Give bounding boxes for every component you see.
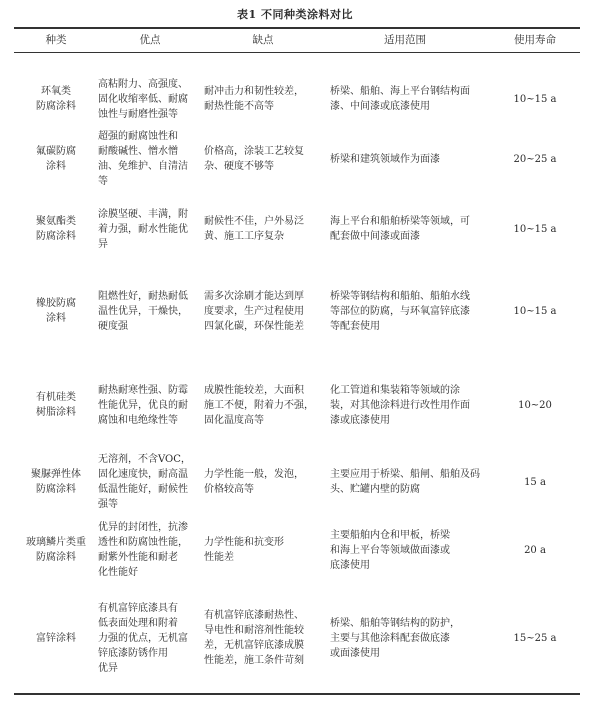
cell-type-5 xyxy=(14,365,98,445)
cell-type-7 xyxy=(14,517,98,583)
cell-text: 10~15 a xyxy=(513,223,557,235)
cell-text: 化工管道和集装箱等领域的涂 装，对其他涂料进行改性用作面 漆或底漆使用 xyxy=(330,384,470,426)
cell-life-5 xyxy=(490,365,580,445)
header-rule xyxy=(14,52,580,53)
cell-text: 桥梁等钢结构和船舶、船舶水线 等部位的防腐，与环氧富锌底漆 等配套使用 xyxy=(330,290,470,332)
cell-life-8 xyxy=(490,590,580,686)
cell-advantages-5 xyxy=(98,365,202,445)
cell-text: 富锌涂料 xyxy=(36,632,76,644)
cell-text: 有机富锌底漆具有 低表面处理和附着 力强的优点，无机富 锌底漆防锈作用 优异 xyxy=(98,602,188,674)
cell-text: 价格高，涂装工艺较复 杂、硬度不够等 xyxy=(204,146,304,172)
cell-text: 10~20 xyxy=(518,399,552,411)
cell-disadvantages-5 xyxy=(204,365,322,445)
cell-scope-3 xyxy=(330,198,480,260)
cell-type-3 xyxy=(14,198,98,260)
cell-text: 超强的耐腐蚀性和 耐酸碱性、憎水憎 油、免维护、自清洁 等 xyxy=(98,131,188,187)
cell-text: 环氧类 防腐涂料 xyxy=(36,86,76,112)
cell-text: 15 a xyxy=(524,476,546,488)
cell-text: 海上平台和船舶桥梁等领域，可 配套做中间漆或面漆 xyxy=(330,216,470,242)
cell-text: 主要应用于桥梁、船闸、船舶及码 头、贮罐内壁的防腐 xyxy=(330,469,480,495)
cell-disadvantages-4 xyxy=(204,270,322,352)
cell-text: 20~25 a xyxy=(513,153,557,165)
cell-life-6 xyxy=(490,447,580,517)
cell-disadvantages-2 xyxy=(204,120,322,198)
cell-advantages-3 xyxy=(98,198,202,260)
cell-disadvantages-7 xyxy=(204,517,322,583)
cell-text: 有机富锌底漆耐热性、 导电性和耐溶剂性能较 差，无机富锌底漆成膜 性能差，施工条件苛刻 xyxy=(204,610,304,666)
cell-scope-6 xyxy=(330,447,480,517)
cell-text: 涂膜坚硬、丰满，附 着力强，耐水性能优 异 xyxy=(98,208,188,250)
cell-text: 力学性能和抗变形 性能差 xyxy=(204,537,284,563)
cell-text: 氟碳防腐 涂料 xyxy=(36,146,76,172)
cell-scope-5 xyxy=(330,365,480,445)
cell-life-4 xyxy=(490,270,580,352)
cell-life-7 xyxy=(490,517,580,583)
bottom-rule xyxy=(14,693,580,695)
cell-advantages-4 xyxy=(98,270,202,352)
cell-scope-2 xyxy=(330,120,480,198)
cell-text: 聚脲弹性体 防腐涂料 xyxy=(31,469,81,495)
cell-text: 阻燃性好，耐热耐低 温性优异，干燥快， 硬度强 xyxy=(98,290,188,332)
cell-scope-4 xyxy=(330,270,480,352)
cell-advantages-6 xyxy=(98,447,202,517)
cell-text: 主要船舶内仓和甲板，桥梁 和海上平台等领域做面漆或 底漆使用 xyxy=(330,529,450,571)
table-title: 表1 不同种类涂料对比 xyxy=(237,8,353,21)
cell-text: 力学性能一般，发泡， 价格较高等 xyxy=(204,469,304,495)
cell-type-2 xyxy=(14,120,98,198)
cell-text: 20 a xyxy=(524,544,546,556)
header-type: 种类 xyxy=(45,34,67,46)
cell-text: 桥梁和建筑领域作为面漆 xyxy=(330,153,440,165)
cell-text: 无溶剂，不含VOC， 固化速度快，耐高温 低温性能好，耐候性 强等 xyxy=(98,454,191,510)
cell-scope-8 xyxy=(330,590,480,686)
cell-disadvantages-3 xyxy=(204,198,322,260)
top-rule xyxy=(14,27,580,29)
cell-text: 耐候性不佳，户外易泛 黄、施工工序复杂 xyxy=(204,216,304,242)
cell-disadvantages-8 xyxy=(204,590,322,686)
cell-type-6 xyxy=(14,447,98,517)
cell-text: 10~15 a xyxy=(513,305,557,317)
header-scope: 适用范围 xyxy=(384,34,426,46)
cell-advantages-7 xyxy=(98,517,202,583)
cell-text: 需多次涂刷才能达到厚 度要求，生产过程使用 四氯化碳，环保性能差 xyxy=(204,290,304,332)
cell-text: 聚氨酯类 防腐涂料 xyxy=(36,216,76,242)
cell-advantages-8 xyxy=(98,590,202,686)
header-life: 使用寿命 xyxy=(514,34,556,46)
cell-text: 桥梁、船舶、海上平台钢结构面 漆、中间漆或底漆使用 xyxy=(330,86,470,112)
cell-life-3 xyxy=(490,198,580,260)
header-advantages: 优点 xyxy=(139,34,161,46)
cell-life-2 xyxy=(490,120,580,198)
cell-text: 玻璃鳞片类重 防腐涂料 xyxy=(26,537,86,563)
cell-text: 有机硅类 树脂涂料 xyxy=(36,392,76,418)
cell-type-4 xyxy=(14,270,98,352)
cell-text: 10~15 a xyxy=(513,93,557,105)
cell-text: 高粘附力、高强度、 固化收缩率低、耐腐 蚀性与耐磨性强等 xyxy=(98,78,188,120)
cell-scope-7 xyxy=(330,517,480,583)
cell-text: 成膜性能较差，大面积 施工不便，附着力不强， 固化温度高等 xyxy=(204,384,314,426)
cell-text: 耐冲击力和韧性较差， 耐热性能不高等 xyxy=(204,86,304,112)
cell-disadvantages-6 xyxy=(204,447,322,517)
cell-text: 橡胶防腐 涂料 xyxy=(36,298,76,324)
cell-text: 桥梁、船舶等钢结构的防护， 主要与其他涂料配套做底漆 或面漆使用 xyxy=(330,617,460,659)
cell-text: 15~25 a xyxy=(513,632,557,644)
cell-text: 耐热耐寒性强、防霉 性能优异，优良的耐 腐蚀和电绝缘性等 xyxy=(98,384,188,426)
cell-text: 优异的封闭性，抗渗 透性和防腐蚀性能， 耐紫外性能和耐老 化性能好 xyxy=(98,522,188,578)
header-disadvantages: 缺点 xyxy=(252,34,274,46)
cell-type-8 xyxy=(14,590,98,686)
cell-advantages-2 xyxy=(98,120,202,198)
